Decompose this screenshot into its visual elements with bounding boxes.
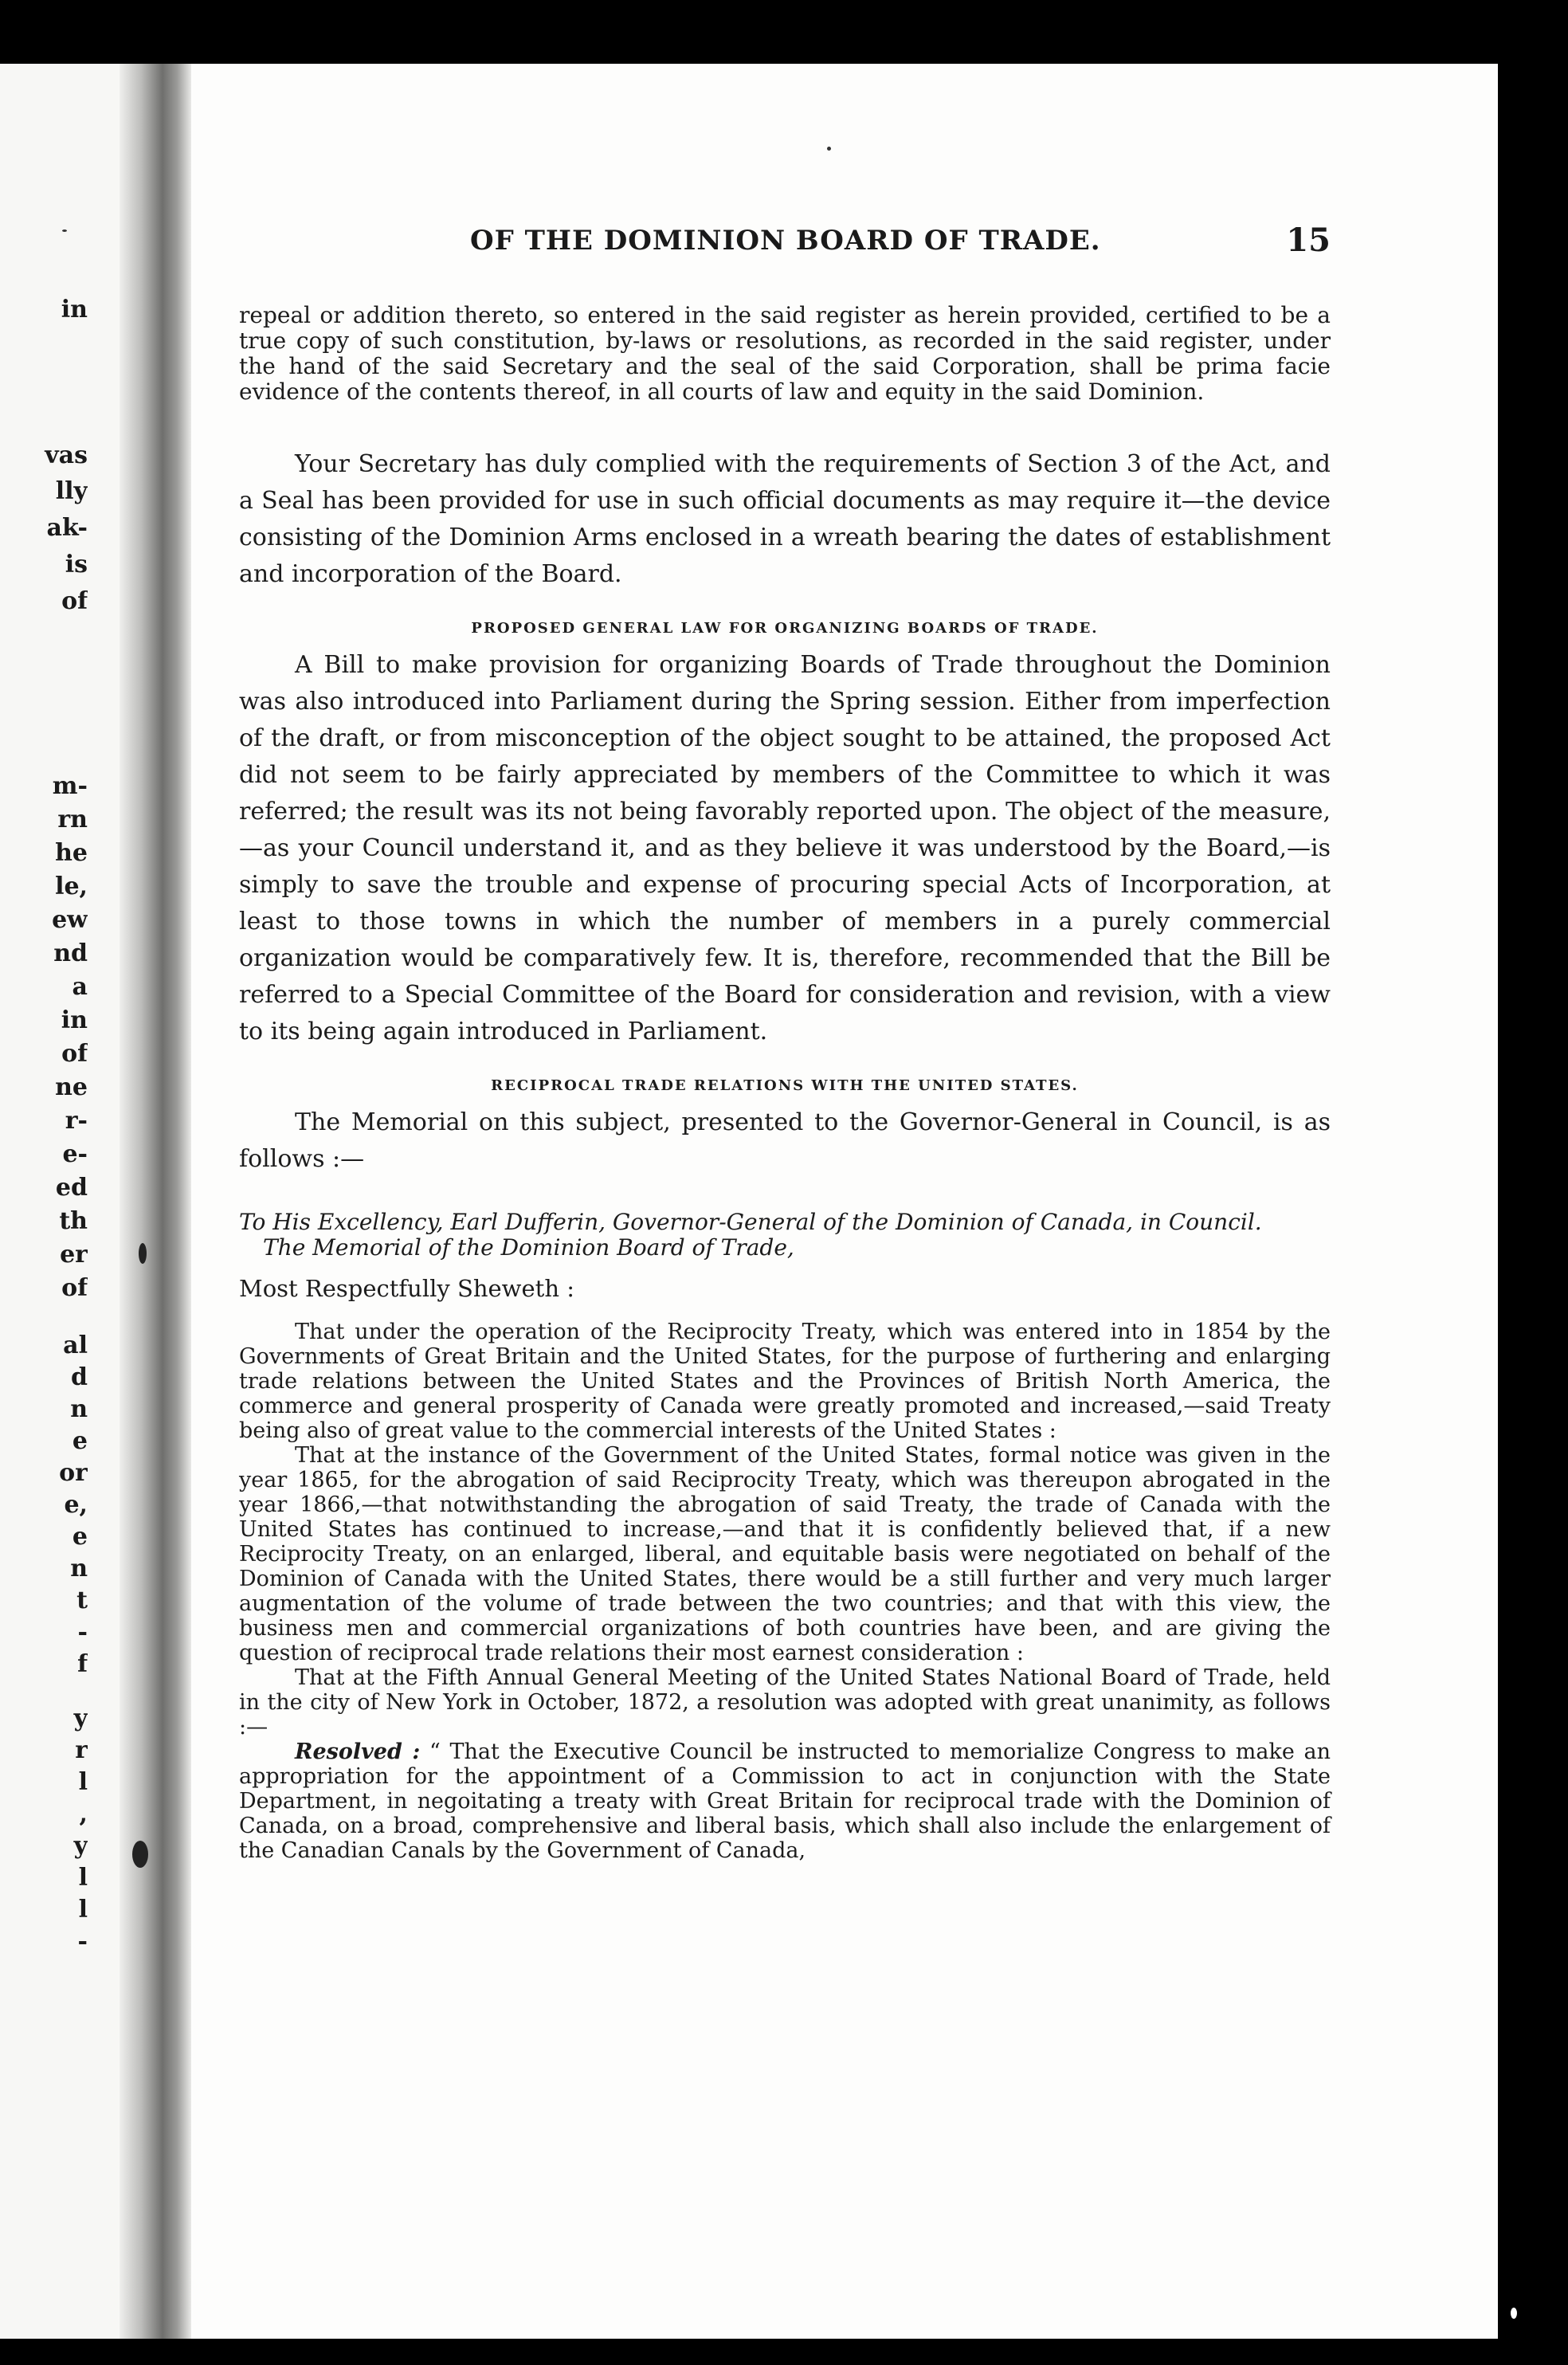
left-fragment: n bbox=[70, 1396, 88, 1422]
left-fragment: nd bbox=[53, 940, 88, 967]
left-fragment: d bbox=[71, 1364, 88, 1390]
scan-speck bbox=[827, 147, 831, 151]
scan-border-right bbox=[1498, 64, 1568, 2339]
left-fragment: vas bbox=[45, 442, 88, 469]
left-fragment: r bbox=[75, 1737, 88, 1763]
left-fragment: r- bbox=[65, 1108, 88, 1134]
memorial-address-sub: The Memorial of the Dominion Board of Trade, bbox=[263, 1234, 794, 1261]
gutter-mark bbox=[132, 1841, 148, 1868]
paragraph-seal: Your Secretary has duly complied with the requirements of Section 3 of the Act, and a Seal has been provided for use in such official documents as may require it—the device consisting of the Dominion Arms enclosed in a wreath bearing the dates of establishment and incorporation of the Board. bbox=[239, 450, 1331, 588]
left-fragment: - bbox=[77, 1619, 88, 1645]
left-page-fragment bbox=[0, 64, 120, 2339]
memorial-salutation: Most Respectfully Sheweth : bbox=[239, 1275, 574, 1302]
left-fragment: in bbox=[61, 296, 88, 323]
left-fragment: l bbox=[78, 1896, 88, 1923]
memorial-resolved bbox=[239, 1739, 1331, 1863]
left-fragment: e bbox=[72, 1524, 88, 1550]
left-fragment: of bbox=[61, 1041, 88, 1067]
paragraph-bill: A Bill to make provision for organizing Boards of Trade throughout the Dominion was also introduced into Parliament during the Spring session. Either from imperfection of the draft, or from misconception of the object sought to be attained, the proposed Act did not seem to be fairly appreciated by members of the Committee to which it was referred; the result was its not being favorably reported upon. The object of the measure,—as your Council understand it, and as they believe it was understood by the Board,—is simply to save the trouble and expense of procuring special Acts of Incorporation, at least to those towns in which the number of members in a purely commercial organization would be comparatively few. It is, therefore, recommended that the Bill be referred to a Special Committee of the Board for consideration and revision, with a view to its being again introduced in Parliament. bbox=[239, 651, 1331, 1045]
section-heading-general-law: PROPOSED GENERAL LAW FOR ORGANIZING BOARDS OF TRADE. bbox=[471, 620, 1099, 637]
book-gutter bbox=[120, 64, 191, 2339]
left-fragment: rn bbox=[57, 806, 88, 833]
memorial-paragraph-2: That at the instance of the Government of the United States, formal notice was given in the year 1865, for the abrogation of said Reciprocity Treaty, which was thereupon abrogated in the year 1866,—that notwithstanding the abrogation of said Treaty, the trade of Canada with the United States has continued to increase,—and that it is confidently believed that, if a new Reciprocity Treaty, on an enlarged, liberal, and equitable basis were negotiated on behalf of the Dominion of Canada with the United States, there would be a still further and very much larger augmentation of the volume of trade between the two countries; and that with this view, the business men and commercial organizations of both countries have been, and are giving the question of reciprocal trade relations their most earnest consideration : bbox=[239, 1443, 1331, 1665]
left-fragment: he bbox=[55, 840, 88, 866]
left-fragment: e bbox=[72, 1428, 88, 1454]
left-fragment: , bbox=[79, 1801, 88, 1827]
resolved-text: “ That the Executive Council be instructed to memorialize Congress to make an appropriation for the appointment of a Commission to act in conjunction with the State Department, in negoitating a treaty with Great Britain for reciprocal trade with the Dominion of Canada, on a broad, comprehensive and liberal basis, which shall also include the enlargement of the Canadian Canals by the Government of Canada, bbox=[239, 1739, 1331, 1863]
scan-border-bottom bbox=[0, 2339, 1568, 2365]
left-fragment: ed bbox=[55, 1175, 88, 1201]
left-fragment: e, bbox=[64, 1492, 88, 1518]
left-fragment: y bbox=[73, 1705, 88, 1732]
resolved-label: Resolved : bbox=[295, 1739, 421, 1764]
left-fragment: e- bbox=[62, 1141, 88, 1167]
memorial-paragraph-1: That under the operation of the Reciprocity Treaty, which was entered into in 1854 by the Governments of Great Britain and the United States, for the purpose of furthering and enlarging trade relations between the United States and the Provinces of British North America, the commerce and general prosperity of Canada were greatly promoted and increased,—said Treaty being also of great value to the commercial interests of the United States : bbox=[239, 1320, 1331, 1443]
gutter-mark bbox=[139, 1243, 147, 1264]
left-fragment: le, bbox=[55, 873, 88, 900]
scan-border-top bbox=[0, 0, 1568, 64]
left-fragment: ne bbox=[55, 1074, 88, 1100]
scan-speck bbox=[62, 229, 67, 232]
left-fragment: a bbox=[72, 974, 88, 1000]
left-fragment: t bbox=[76, 1587, 88, 1614]
left-fragment: lly bbox=[55, 478, 88, 504]
memorial-paragraph-3: That at the Fifth Annual General Meeting of the United States National Board of Trade, held in the city of New York in October, 1872, a resolution was adopted with great unanimity, as follows :— bbox=[239, 1665, 1331, 1739]
left-fragment: is bbox=[65, 551, 88, 578]
left-fragment: of bbox=[61, 1275, 88, 1301]
left-fragment: l bbox=[78, 1865, 88, 1891]
running-head: OF THE DOMINION BOARD OF TRADE. bbox=[470, 225, 1101, 257]
left-fragment: th bbox=[59, 1208, 88, 1234]
left-fragment: al bbox=[63, 1332, 88, 1359]
memorial-address: To His Excellency, Earl Dufferin, Governor-General of the Dominion of Canada, in Council. bbox=[239, 1209, 1262, 1235]
left-fragment: er bbox=[60, 1241, 88, 1268]
page-header bbox=[239, 222, 1331, 273]
section-heading-reciprocal-trade: RECIPROCAL TRADE RELATIONS WITH THE UNITED STATES. bbox=[491, 1077, 1079, 1094]
paragraph-continuation: repeal or addition thereto, so entered in the said register as herein provided, certified to be a true copy of such constitution, by-laws or resolutions, as recorded in the said register, under the hand of the said Secretary and the seal of the said Corporation, shall be prima facie evidence of the contents thereof, in all courts of law and equity in the said Dominion. bbox=[239, 302, 1331, 405]
page-body bbox=[239, 303, 1331, 1863]
left-fragment: n bbox=[70, 1555, 88, 1582]
left-fragment: f bbox=[77, 1651, 88, 1677]
left-fragment: - bbox=[77, 1928, 88, 1955]
paragraph-memorial-intro: The Memorial on this subject, presented to the Governor-General in Council, is as follows :— bbox=[239, 1108, 1331, 1173]
left-fragment: ak- bbox=[46, 515, 88, 541]
left-fragment: of bbox=[61, 588, 88, 614]
left-fragment: or bbox=[59, 1460, 88, 1486]
left-fragment: m- bbox=[52, 773, 88, 799]
left-fragment: y bbox=[73, 1833, 88, 1859]
page-number: 15 bbox=[1286, 222, 1331, 259]
left-fragment: l bbox=[78, 1769, 88, 1795]
scan-speck bbox=[1511, 2308, 1517, 2319]
left-fragment: in bbox=[61, 1007, 88, 1033]
left-fragment: ew bbox=[52, 907, 88, 933]
